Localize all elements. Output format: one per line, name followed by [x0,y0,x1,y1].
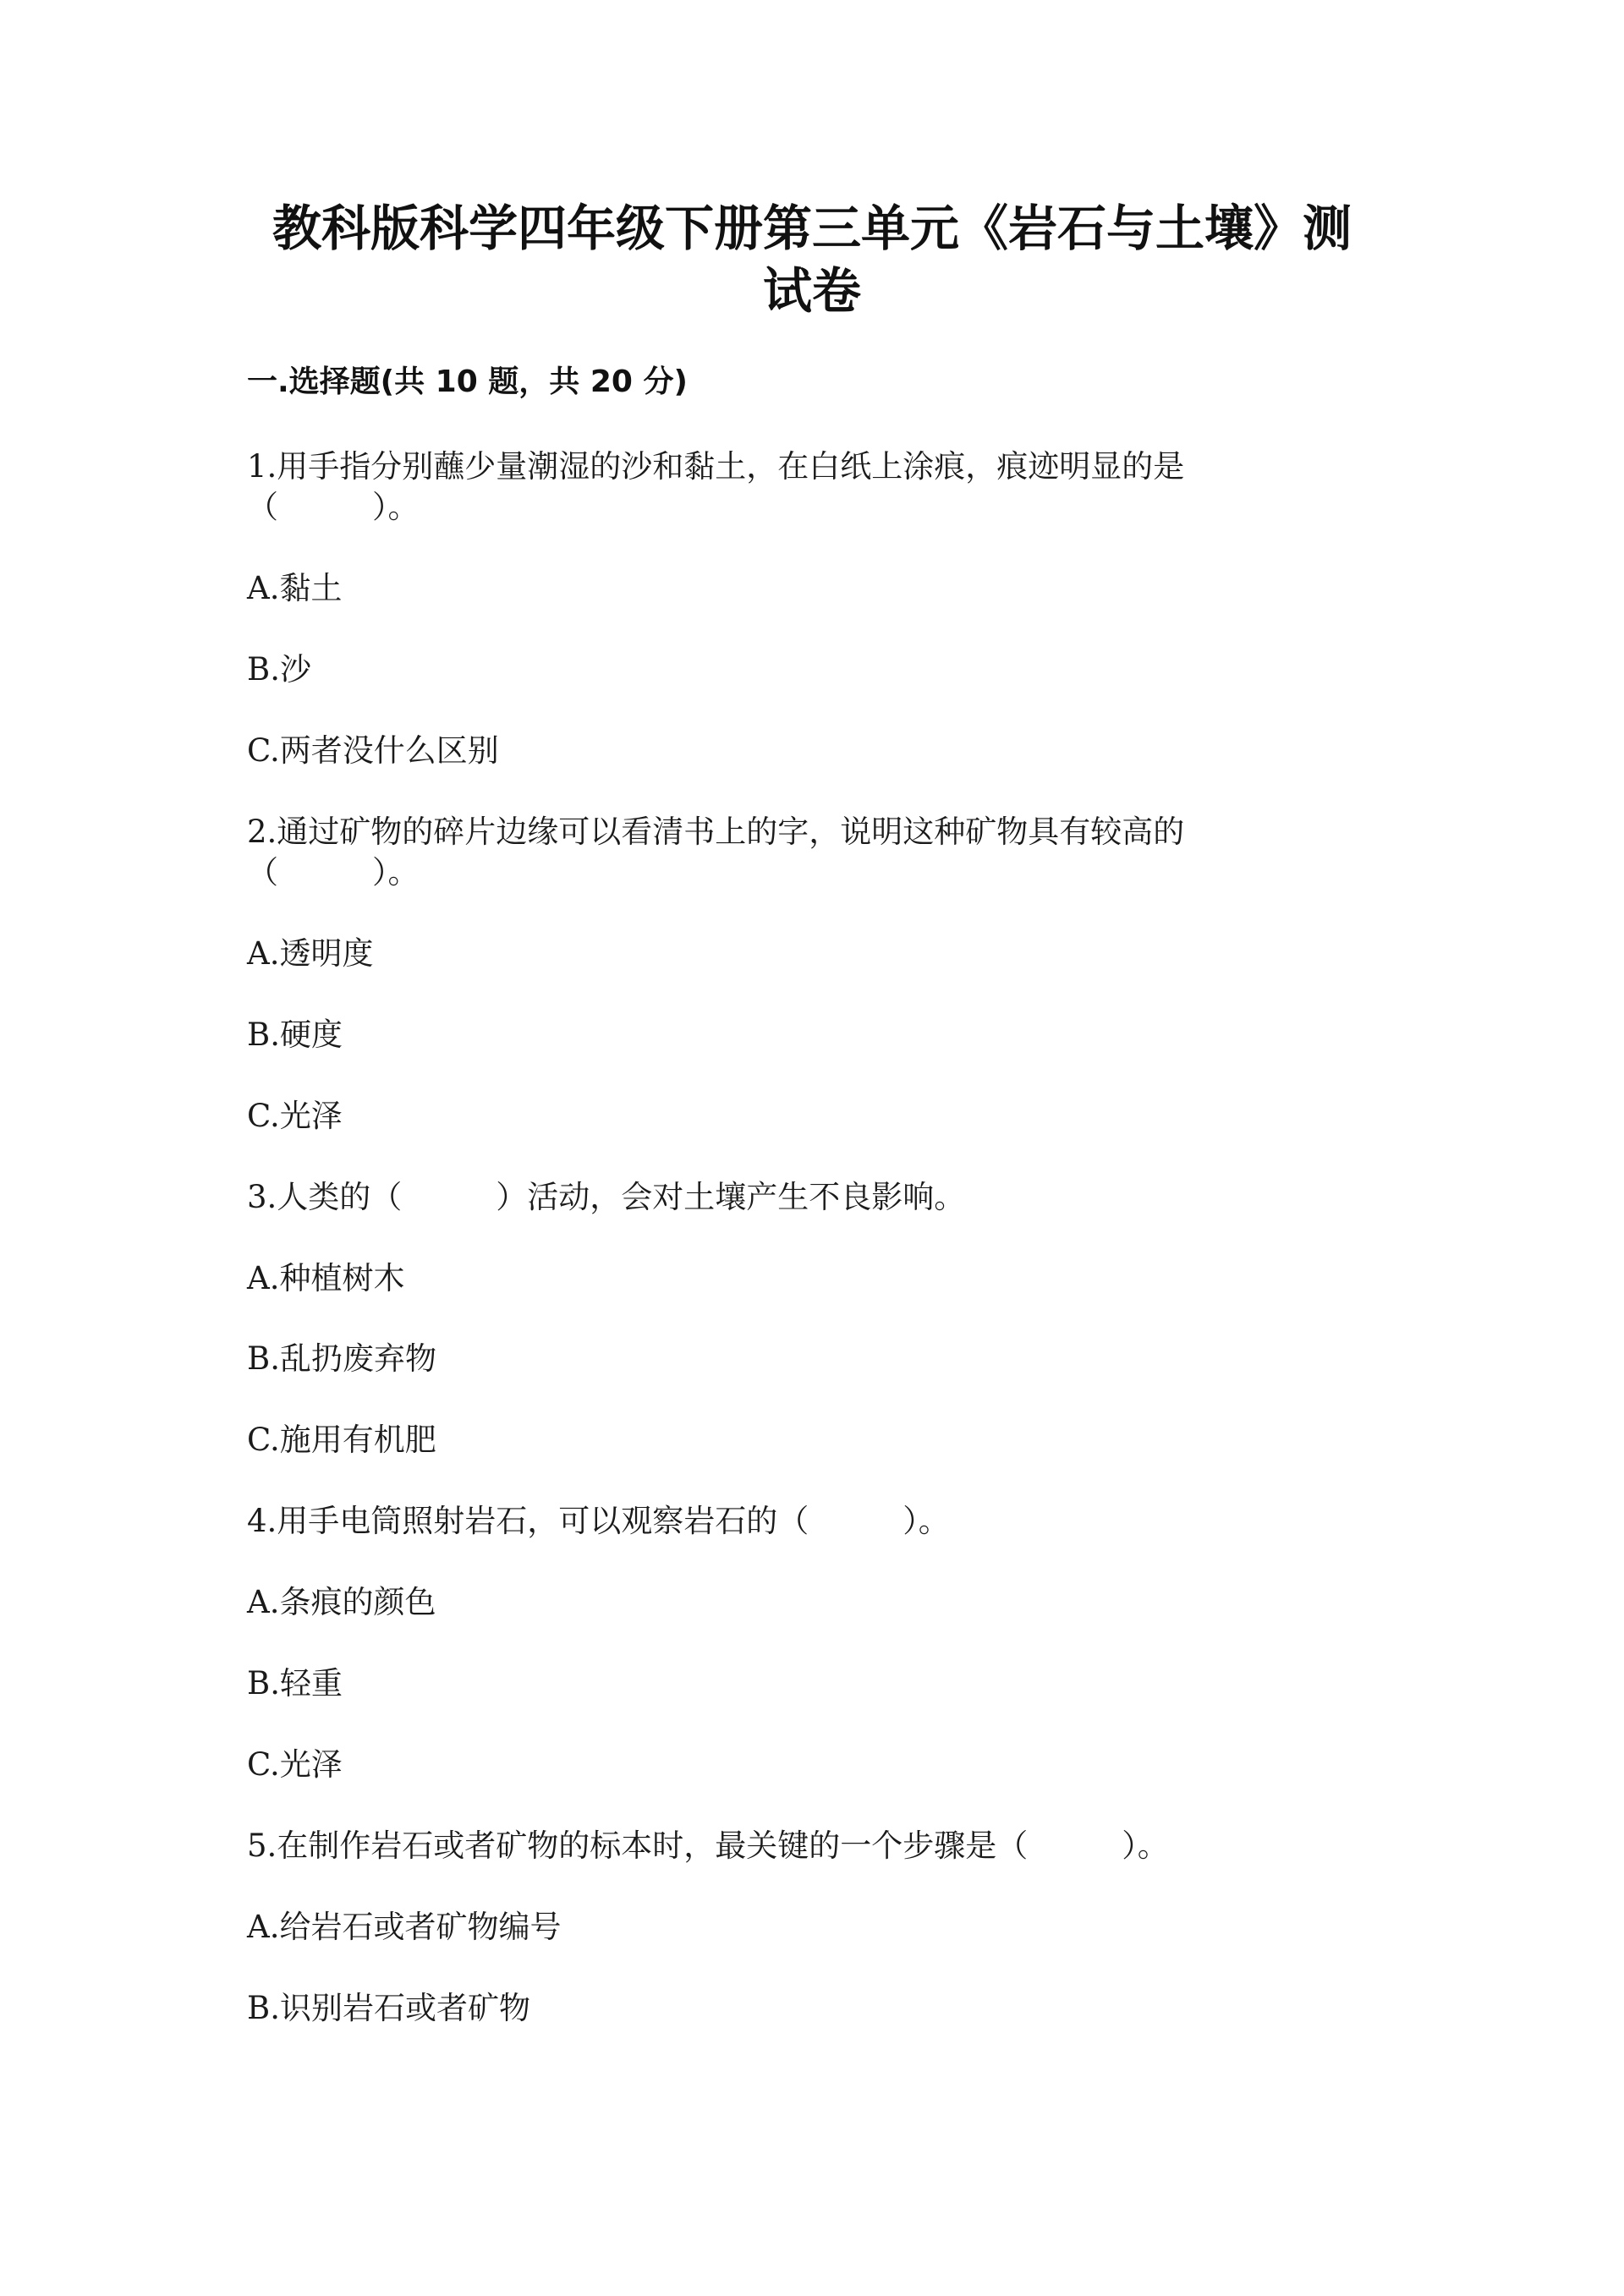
question-5-option-a: A.给岩石或者矿物编号 [247,1909,562,1945]
question-4-option-b: B.轻重 [247,1665,343,1701]
question-3-option-c: C.施用有机肥 [247,1422,436,1458]
question-2-stem-cont: （ ）。 [247,854,420,890]
question-2-stem: 2.通过矿物的碎片边缘可以看清书上的字，说明这种矿物具有较高的 [247,814,1185,850]
question-3-option-a: A.种植树木 [247,1260,405,1296]
page-title-line-2: 试卷 [762,262,861,320]
question-5-option-b: B.识别岩石或者矿物 [247,1990,530,2026]
question-5-stem: 5.在制作岩石或者矿物的标本时，最关键的一个步骤是（ ）。 [247,1827,1169,1864]
question-1-stem: 1.用手指分别蘸少量潮湿的沙和黏土，在白纸上涂痕，痕迹明显的是 [247,448,1185,485]
question-2-option-a: A.透明度 [247,935,374,972]
question-1-option-a: A.黏土 [247,570,343,606]
question-2-option-b: B.硬度 [247,1016,343,1053]
section-heading: 一.选择题(共 10 题，共 20 分) [247,364,688,399]
question-2-option-c: C.光泽 [247,1098,343,1134]
page-title-line-1: 教科版科学四年级下册第三单元《岩石与土壤》测 [272,200,1352,257]
question-3-stem: 3.人类的（ ）活动，会对土壤产生不良影响。 [247,1179,966,1215]
question-3-option-b: B.乱扔废弃物 [247,1340,436,1377]
question-1-option-b: B.沙 [247,651,311,688]
question-1-option-c: C.两者没什么区别 [247,732,499,769]
question-4-option-a: A.条痕的颜色 [247,1584,436,1620]
question-4-option-c: C.光泽 [247,1746,343,1783]
question-4-stem: 4.用手电筒照射岩石，可以观察岩石的（ ）。 [247,1503,950,1539]
question-1-stem-cont: （ ）。 [247,489,420,525]
